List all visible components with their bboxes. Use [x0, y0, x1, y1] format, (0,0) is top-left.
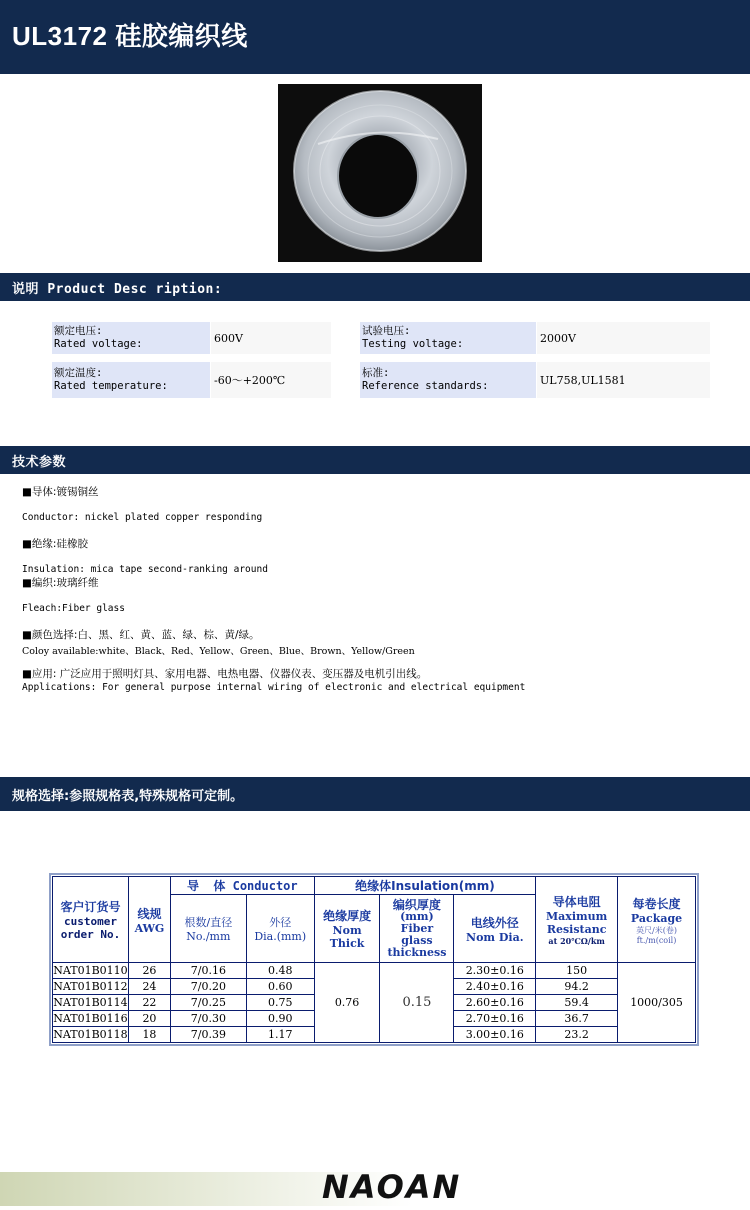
- header-thickness: [314, 895, 380, 963]
- header-braid-unit: (mm): [400, 909, 434, 923]
- header-res-unit: at 20℃Ω/km: [548, 936, 605, 946]
- header-braid-en1: Fiber: [400, 921, 434, 935]
- header-wire-od-cn: 电线外径: [470, 915, 519, 930]
- header-pkg-cn: 每卷长度: [632, 896, 681, 911]
- cell-od: 0.75: [246, 995, 314, 1011]
- spec-selection-header: [0, 777, 750, 811]
- rated-voltage-label-en: Rated voltage:: [54, 338, 143, 350]
- tech-params-header: [0, 446, 750, 474]
- header-order-cn: 客户订货号: [60, 900, 121, 914]
- cell-awg: 18: [128, 1027, 170, 1043]
- header-order: [53, 877, 129, 963]
- header-conductor: 导 体 Conductor: [170, 877, 314, 895]
- cell-od: 0.60: [246, 979, 314, 995]
- cell-resistance: 59.4: [536, 995, 618, 1011]
- header-pkg-en: Package: [630, 911, 683, 925]
- cell-od: 0.90: [246, 1011, 314, 1027]
- header-awg-cn: 线规: [137, 906, 162, 921]
- cell-resistance: 94.2: [536, 979, 618, 995]
- testing-voltage-value: 2000V: [537, 322, 710, 354]
- header-thick-en1: Nom: [332, 924, 362, 937]
- color-en: Coloy available:white、Black、Red、Yellow、Green、Blue、Brown、Yellow/Green: [22, 646, 415, 657]
- header-wire-od-en: Nom Dia.: [466, 930, 524, 944]
- header-res-cn: 导体电阻: [552, 895, 601, 909]
- standards-label-cn: 标准:: [362, 367, 390, 379]
- conductor-cn: ■导体:镀锡铜丝: [22, 486, 99, 498]
- cell-wire-od: 2.30±0.16: [454, 963, 536, 979]
- cell-order: NAT01B0116: [53, 1012, 128, 1025]
- applications-cn: ■应用: 广泛应用于照明灯具、家用电器、电热电器、仪器仪表、变压器及电机引出线。: [22, 668, 428, 680]
- rated-temperature-label: [52, 362, 210, 398]
- standards-label-en: Reference standards:: [362, 380, 489, 392]
- cell-awg: 20: [128, 1011, 170, 1027]
- conductor-en: Conductor: nickel plated copper responding: [22, 512, 263, 523]
- header-pkg-unit-en: ft./m(coil): [636, 935, 677, 945]
- rated-voltage-label-cn: 额定电压:: [54, 325, 103, 337]
- cell-strand: 7/0.25: [170, 995, 246, 1011]
- rated-voltage-label: [52, 322, 210, 354]
- spec-table: [52, 876, 696, 1043]
- cell-resistance: 23.2: [536, 1027, 618, 1043]
- braid-en: Fleach:Fiber glass: [22, 603, 125, 614]
- header-od-cn: 外径: [269, 916, 292, 929]
- header-awg-en: AWG: [134, 921, 165, 935]
- standards-value: UL758,UL1581: [537, 362, 710, 398]
- wire-coil-image: [278, 84, 482, 262]
- header-resistance: [536, 877, 618, 963]
- spec-table-frame: [49, 873, 699, 1046]
- header-insulation: 绝缘体Insulation(mm): [314, 877, 536, 895]
- color-cn: ■颜色选择:白、黑、红、黄、蓝、绿、棕、黄/绿。: [22, 629, 260, 641]
- header-wire-od: [454, 895, 536, 963]
- brand-logo: NAOAN: [322, 1168, 462, 1206]
- header-braid-cn: 编织厚度: [392, 897, 441, 912]
- applications-en: Applications: For general purpose internal wiring of electronic and electrical equipment: [22, 682, 526, 693]
- testing-voltage-label: [360, 322, 536, 354]
- cell-braid-thickness: 0.15: [380, 963, 454, 1043]
- spec-selection-heading: 规格选择:参照规格表,特殊规格可定制。: [12, 789, 244, 804]
- cell-strand: 7/0.30: [170, 1011, 246, 1027]
- header-awg: [128, 877, 170, 963]
- cell-wire-od: 3.00±0.16: [454, 1027, 536, 1043]
- header-braid: [380, 895, 454, 963]
- header-braid-en2: glass: [401, 933, 433, 947]
- header-pkg-unit-cn: 英尺/米(卷): [636, 925, 677, 935]
- header-strand-cn: 根数/直径: [184, 916, 233, 929]
- insulation-cn: ■绝缘:硅橡胶: [22, 538, 88, 550]
- header-thick-cn: 绝缘厚度: [323, 909, 372, 923]
- rated-temperature-label-cn: 额定温度:: [54, 367, 103, 379]
- header-order-en2: order No.: [60, 928, 121, 941]
- cell-od: 1.17: [246, 1027, 314, 1043]
- cell-wire-od: 2.60±0.16: [454, 995, 536, 1011]
- standards-label: [360, 362, 536, 398]
- cell-awg: 24: [128, 979, 170, 995]
- product-description-heading: 说明 Product Desc ription:: [12, 282, 223, 297]
- header-braid-en3: thickness: [387, 945, 447, 959]
- testing-voltage-label-en: Testing voltage:: [362, 338, 464, 350]
- cell-insulation-thickness: 0.76: [314, 963, 380, 1043]
- header-od-en: Dia.(mm): [254, 930, 307, 943]
- rated-temperature-value: -60～+200℃: [211, 362, 331, 398]
- header-od: [246, 895, 314, 963]
- cell-od: 0.48: [246, 963, 314, 979]
- rated-temperature-label-en: Rated temperature:: [54, 380, 168, 392]
- table-row: [53, 963, 696, 979]
- cell-resistance: 36.7: [536, 1011, 618, 1027]
- header-strand-en: No./mm: [186, 930, 231, 943]
- cell-wire-od: 2.40±0.16: [454, 979, 536, 995]
- cell-strand: 7/0.20: [170, 979, 246, 995]
- header-res-en2: Resistanc: [546, 923, 607, 936]
- cell-awg: 22: [128, 995, 170, 1011]
- cell-order: NAT01B0118: [53, 1028, 128, 1041]
- header-order-en1: customer: [64, 915, 117, 928]
- header-res-en1: Maximum: [545, 910, 608, 923]
- cell-order: NAT01B0114: [53, 996, 128, 1009]
- cell-resistance: 150: [536, 963, 618, 979]
- insulation-en: Insulation: mica tape second-ranking around: [22, 564, 268, 575]
- product-photo: [278, 84, 482, 262]
- tech-params-heading: 技术参数: [12, 455, 67, 470]
- cell-awg: 26: [128, 963, 170, 979]
- cell-package: 1000/305: [618, 963, 696, 1043]
- header-strand: [170, 895, 246, 963]
- cell-order: NAT01B0110: [53, 964, 128, 977]
- braid-cn: ■编织:玻璃纤维: [22, 577, 99, 589]
- rated-voltage-value: 600V: [211, 322, 331, 354]
- cell-strand: 7/0.39: [170, 1027, 246, 1043]
- testing-voltage-label-cn: 试验电压:: [362, 325, 411, 337]
- header-thick-en2: Thick: [329, 937, 365, 950]
- title-bar: [0, 0, 750, 74]
- cell-wire-od: 2.70±0.16: [454, 1011, 536, 1027]
- cell-strand: 7/0.16: [170, 963, 246, 979]
- cell-order: NAT01B0112: [53, 980, 128, 993]
- product-description-header: [0, 273, 750, 301]
- header-package: [618, 877, 696, 963]
- page-title: UL3172 硅胶编织线: [12, 21, 248, 51]
